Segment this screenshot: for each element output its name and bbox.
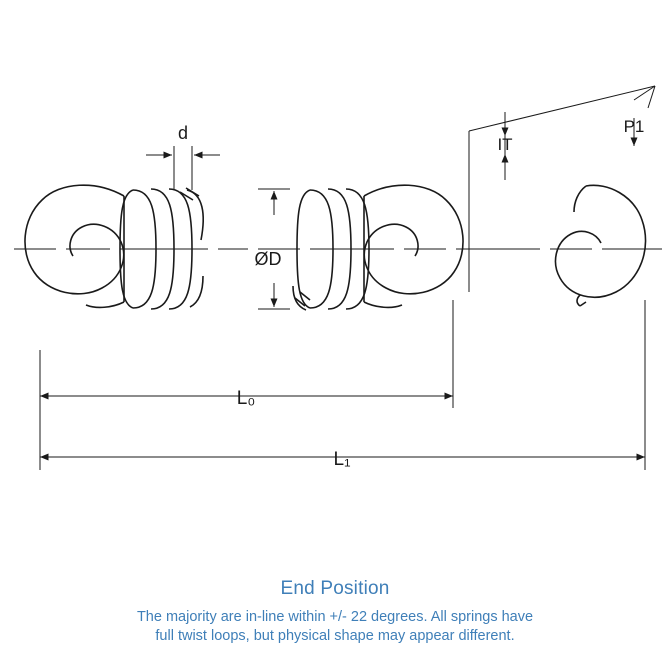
label-extended-length: L₁ [333, 449, 351, 470]
left-hook [25, 185, 124, 307]
extended-length-dimension [40, 300, 645, 470]
caption-note-line-2: full twist loops, but physical shape may appear different. [155, 628, 515, 644]
wire-diameter-dimension [146, 146, 220, 190]
extended-hook [556, 185, 646, 306]
caption-title: End Position [280, 578, 390, 599]
caption-block [0, 578, 670, 646]
label-free-length: L₀ [236, 388, 256, 409]
label-hook-position: P1 [623, 117, 645, 136]
right-hook [364, 185, 463, 307]
label-initial-tension: IT [497, 135, 513, 154]
label-outer-diameter: ØD [254, 249, 282, 269]
label-wire-diameter: d [177, 123, 189, 143]
caption-note-line-1: The majority are in-line within +/- 22 degrees. All springs have [136, 609, 534, 625]
